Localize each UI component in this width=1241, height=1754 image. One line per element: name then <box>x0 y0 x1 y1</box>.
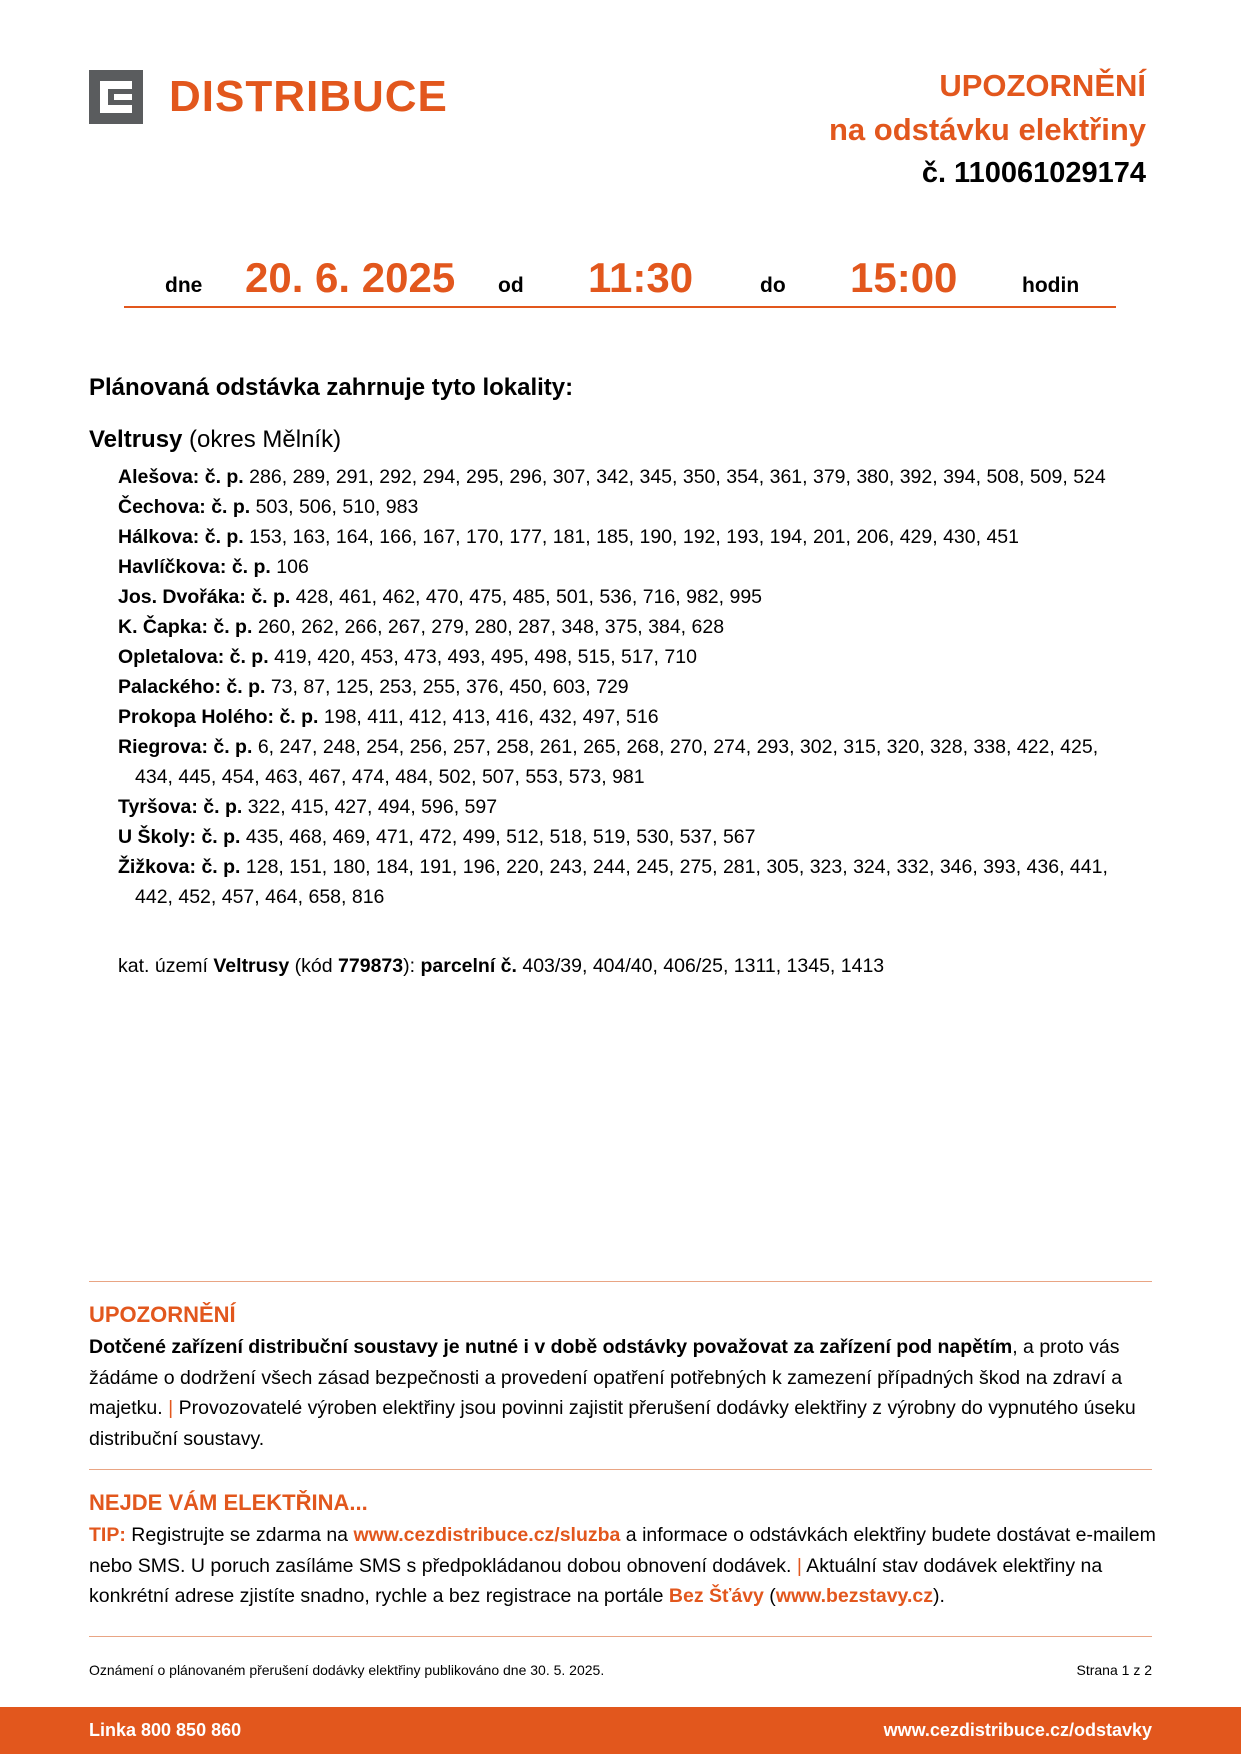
street-name: Jos. Dvořáka: <box>118 586 246 608</box>
no-power-text <box>89 1520 1159 1612</box>
street-name: Palackého: <box>118 676 221 698</box>
tip-text-part3: Aktuální stav dodávek elektřiny na konkrétní adrese zjistíte snadno, rychle a bez registrace na portále <box>89 1554 1103 1607</box>
house-number-label: č. p. <box>251 586 291 608</box>
house-numbers: 106 <box>276 556 309 578</box>
divider <box>89 1281 1152 1282</box>
house-number-label: č. p. <box>204 466 244 488</box>
service-link[interactable]: www.cezdistribuce.cz/sluzba <box>353 1524 621 1546</box>
cadastre-code: 779873 <box>338 955 404 977</box>
company-logo <box>89 70 448 124</box>
town-name: Veltrusy <box>89 426 183 453</box>
house-number-label: č. p. <box>213 736 253 758</box>
notice-subtitle: na odstávku elektřiny <box>828 112 1146 147</box>
street-item <box>118 492 1138 522</box>
cadastre-line <box>118 952 884 980</box>
warning-text <box>89 1332 1159 1454</box>
divider <box>89 1469 1152 1470</box>
outages-website-link[interactable]: www.cezdistribuce.cz/odstavky <box>883 1720 1152 1740</box>
street-item <box>118 822 1138 852</box>
portal-name: Bez Šťávy <box>668 1585 764 1607</box>
house-numbers: 198, 411, 412, 413, 416, 432, 497, 516 <box>323 706 659 728</box>
time-to: 15:00 <box>850 254 958 301</box>
house-number-label: č. p. <box>203 796 243 818</box>
house-number-label: č. p. <box>231 556 271 578</box>
parcel-numbers: 403/39, 404/40, 406/25, 1311, 1345, 1413 <box>516 955 885 977</box>
street-name: Opletalova: <box>118 646 225 668</box>
house-number-label: č. p. <box>213 616 253 638</box>
street-item <box>118 552 1138 582</box>
street-item <box>118 732 1138 792</box>
house-numbers: 128, 151, 180, 184, 191, 196, 220, 243, 244, 245, 275, 281, 305, 323, 324, 332, 346, 393, 436, 441, 442, 452, 457, 464, 658, 816 <box>135 856 1108 908</box>
town-district: (okres Mělník) <box>182 426 342 453</box>
bezstavy-link[interactable]: www.bezstavy.cz <box>775 1585 933 1607</box>
street-item <box>118 672 1138 702</box>
logo-text: DISTRIBUCE <box>169 72 448 121</box>
street-name: Riegrova: <box>118 736 208 758</box>
cadastre-name: Veltrusy <box>213 955 290 977</box>
tip-text-part1: Registrujte se zdarma na <box>125 1524 354 1546</box>
street-name: Hálkova: <box>118 526 200 548</box>
street-name: K. Čapka: <box>118 616 208 638</box>
warning-bold-text: Dotčené zařízení distribuční soustavy je nutné i v době odstávky považovat za zařízení pod napětím <box>89 1336 1013 1358</box>
page-indicator: Strana 1 z 2 <box>1076 1662 1152 1678</box>
street-name: Prokopa Holého: <box>118 706 275 728</box>
house-numbers: 6, 247, 248, 254, 256, 257, 258, 261, 265, 268, 270, 274, 293, 302, 315, 320, 328, 338, 422, 425, 434, 445, 454, 463, 467, 474, 484, 502, 507, 553, 573, 981 <box>135 736 1099 788</box>
house-numbers: 153, 163, 164, 166, 167, 170, 177, 181, 185, 190, 192, 193, 194, 201, 206, 429, 430, 451 <box>249 526 1019 548</box>
outage-date: 20. 6. 2025 <box>245 254 456 301</box>
street-list <box>118 462 1138 912</box>
notice-title: UPOZORNĚNÍ <box>939 68 1146 103</box>
tip-text-part2: a informace o odstávkách elektřiny budete dostávat e-mailem nebo SMS. U poruch zasíláme SMS s předpokládanou dobou obnovení dodávek. <box>89 1524 1156 1577</box>
cadastre-code-prefix: (kód <box>289 955 339 977</box>
house-numbers: 419, 420, 453, 473, 493, 495, 498, 515, 517, 710 <box>274 646 697 668</box>
day-label: dne <box>165 274 203 297</box>
house-numbers: 428, 461, 462, 470, 475, 485, 501, 536, 716, 982, 995 <box>295 586 763 608</box>
street-item <box>118 642 1138 672</box>
house-numbers: 322, 415, 427, 494, 596, 597 <box>247 796 498 818</box>
street-item <box>118 792 1138 822</box>
divider <box>89 1636 1152 1637</box>
warning-text-part1: , a proto vás žádáme o dodržení všech zásad bezpečnosti a provedení opatření potřebných k zamezení případných škod na zdraví a majetku. <box>89 1336 1123 1419</box>
tip-text-part5: ). <box>932 1585 945 1607</box>
hotline[interactable]: Linka 800 850 860 <box>89 1720 242 1740</box>
house-number-label: č. p. <box>201 826 241 848</box>
house-numbers: 260, 262, 266, 267, 279, 280, 287, 348, 375, 384, 628 <box>257 616 725 638</box>
warning-text-part2: Provozovatelé výroben elektřiny jsou povinni zajistit přerušení dodávky elektřiny z výrobny do vypnutého úseku distribuční soustavy. <box>89 1397 1136 1450</box>
street-name: Tyršova: <box>118 796 198 818</box>
warning-title: UPOZORNĚNÍ <box>89 1302 236 1327</box>
house-number-label: č. p. <box>229 646 269 668</box>
time-from: 11:30 <box>588 254 694 301</box>
tip-separator: | <box>796 1554 802 1577</box>
from-label: od <box>498 274 524 297</box>
to-label: do <box>760 274 786 297</box>
house-numbers: 435, 468, 469, 471, 472, 499, 512, 518, 519, 530, 537, 567 <box>245 826 756 848</box>
street-item <box>118 522 1138 552</box>
house-number-label: č. p. <box>201 856 241 878</box>
street-name: Alešova: <box>118 466 200 488</box>
house-number-label: č. p. <box>279 706 319 728</box>
street-name: Žižkova: <box>118 856 197 878</box>
warning-separator: | <box>168 1397 174 1419</box>
cadastre-prefix: kat. území <box>118 955 214 977</box>
footer-bar <box>0 1707 1241 1754</box>
cez-logo-icon <box>89 70 143 124</box>
street-item <box>118 582 1138 612</box>
house-number-label: č. p. <box>226 676 266 698</box>
town-heading <box>89 426 341 454</box>
notice-number: č. 110061029174 <box>921 157 1146 189</box>
house-numbers: 286, 289, 291, 292, 294, 295, 296, 307, 342, 345, 350, 354, 361, 379, 380, 392, 394, 508, 509, 524 <box>249 466 1106 488</box>
street-name: Havlíčkova: <box>118 556 227 578</box>
street-item <box>118 852 1138 912</box>
street-name: Čechova: <box>118 496 206 518</box>
street-item <box>118 702 1138 732</box>
house-number-label: č. p. <box>204 526 244 548</box>
cadastre-code-suffix: ): <box>403 955 421 977</box>
house-number-label: č. p. <box>211 496 251 518</box>
house-numbers: 73, 87, 125, 253, 255, 376, 450, 603, 729 <box>270 676 629 698</box>
street-item <box>118 612 1138 642</box>
hours-label: hodin <box>1022 274 1080 297</box>
house-numbers: 503, 506, 510, 983 <box>255 496 419 518</box>
no-power-title: NEJDE VÁM ELEKTŘINA... <box>89 1490 368 1515</box>
notice-header <box>829 64 1146 194</box>
outage-schedule <box>124 252 1116 308</box>
section-title: Plánovaná odstávka zahrnuje tyto lokality: <box>89 374 574 401</box>
tip-label: TIP: <box>89 1524 126 1546</box>
street-name: U Školy: <box>118 826 197 848</box>
street-item <box>118 462 1138 492</box>
parcel-label: parcelní č. <box>420 955 517 977</box>
tip-text-part4: ( <box>763 1585 776 1607</box>
publication-note: Oznámení o plánovaném přerušení dodávky elektřiny publikováno dne 30. 5. 2025. <box>89 1662 605 1678</box>
